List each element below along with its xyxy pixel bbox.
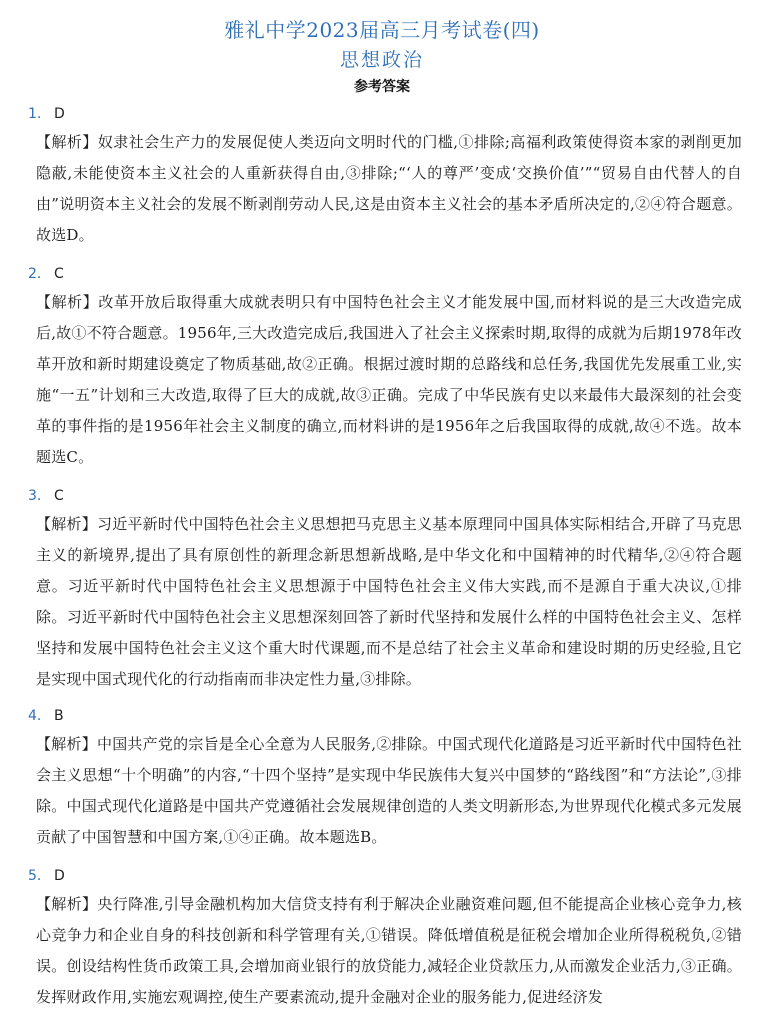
question-number: 3. [28,488,42,504]
question-number: 2. [28,266,42,282]
exam-title: 雅礼中学2023届高三月考试卷(四) [224,18,540,42]
question-answer: C [54,266,64,282]
answers-heading: 参考答案 [354,79,410,95]
question-explanation: 【解析】奴隶社会生产力的发展促使人类迈向文明时代的门槛,①排除;高福利政策使得资本家的剥削更加隐蔽,未能使资本主义社会的人重新获得自由,③排除;“‘人的尊严’变成‘交换价值’”“贸易自由代替人的自由”说明资本主义社会的发展不断剥削劳动人民,这是由资本主义社会的基本矛盾所决定的,②④符合题意。故选D。 [36,133,742,244]
question-explanation: 【解析】改革开放后取得重大成就表明只有中国特色社会主义才能发展中国,而材料说的是三大改造完成后,故①不符合题意。1956年,三大改造完成后,我国进入了社会主义探索时期,取得的成就为后期1978年改革开放和新时期建设奠定了物质基础,故②正确。根据过渡时期的总路线和总任务,我国优先发展重工业,实施“一五”计划和三大改造,取得了巨大的成就,故③正确。完成了中华民族有史以来最伟大最深刻的社会变革的事件指的是1956年社会主义制度的确立,而材料讲的是1956年之后我国取得的成就,故④不选。故本题选C。 [36,293,742,466]
question-answer: B [54,708,64,724]
subject-title: 思想政治 [339,49,424,71]
question-answer: D [54,868,65,884]
question-explanation: 【解析】中国共产党的宗旨是全心全意为人民服务,②排除。中国式现代化道路是习近平新时代中国特色社会主义思想“十个明确”的内容,“十四个坚持”是实现中华民族伟大复兴中国梦的“路线图”和“方法论”,③排除。中国式现代化道路是中国共产党遵循社会发展规律创造的人类文明新形态,为世界现代化模式多元发展贡献了中国智慧和中国方案,①④正确。故本题选B。 [36,735,742,846]
question-answer: D [54,106,65,122]
question-explanation: 【解析】习近平新时代中国特色社会主义思想把马克思主义基本原理同中国具体实际相结合,开辟了马克思主义的新境界,提出了具有原创性的新理念新思想新战略,是中华文化和中国精神的时代精华,②④符合题意。习近平新时代中国特色社会主义思想源于中国特色社会主义伟大实践,而不是源自于重大决议,①排除。习近平新时代中国特色社会主义思想深刻回答了新时代坚持和发展什么样的中国特色社会主义、怎样坚持和发展中国特色社会主义这个重大时代课题,而不是总结了社会主义革命和建设时期的历史经验,且它是实现中国式现代化的行动指南而非决定性力量,③排除。 [36,515,742,688]
question-number: 1. [28,106,42,122]
question-answer: C [54,488,64,504]
question-number: 4. [28,708,42,724]
question-number: 5. [28,868,42,884]
question-explanation: 【解析】央行降准,引导金融机构加大信贷支持有利于解决企业融资难问题,但不能提高企业核心竞争力,核心竞争力和企业自身的科技创新和科学管理有关,①错误。降低增值税是征税会增加企业所得税税负,②错误。创设结构性货币政策工具,会增加商业银行的放贷能力,减轻企业贷款压力,从而激发企业活力,③正确。发挥财政作用,实施宏观调控,使生产要素流动,提升金融对企业的服务能力,促进经济发 [36,895,742,1006]
